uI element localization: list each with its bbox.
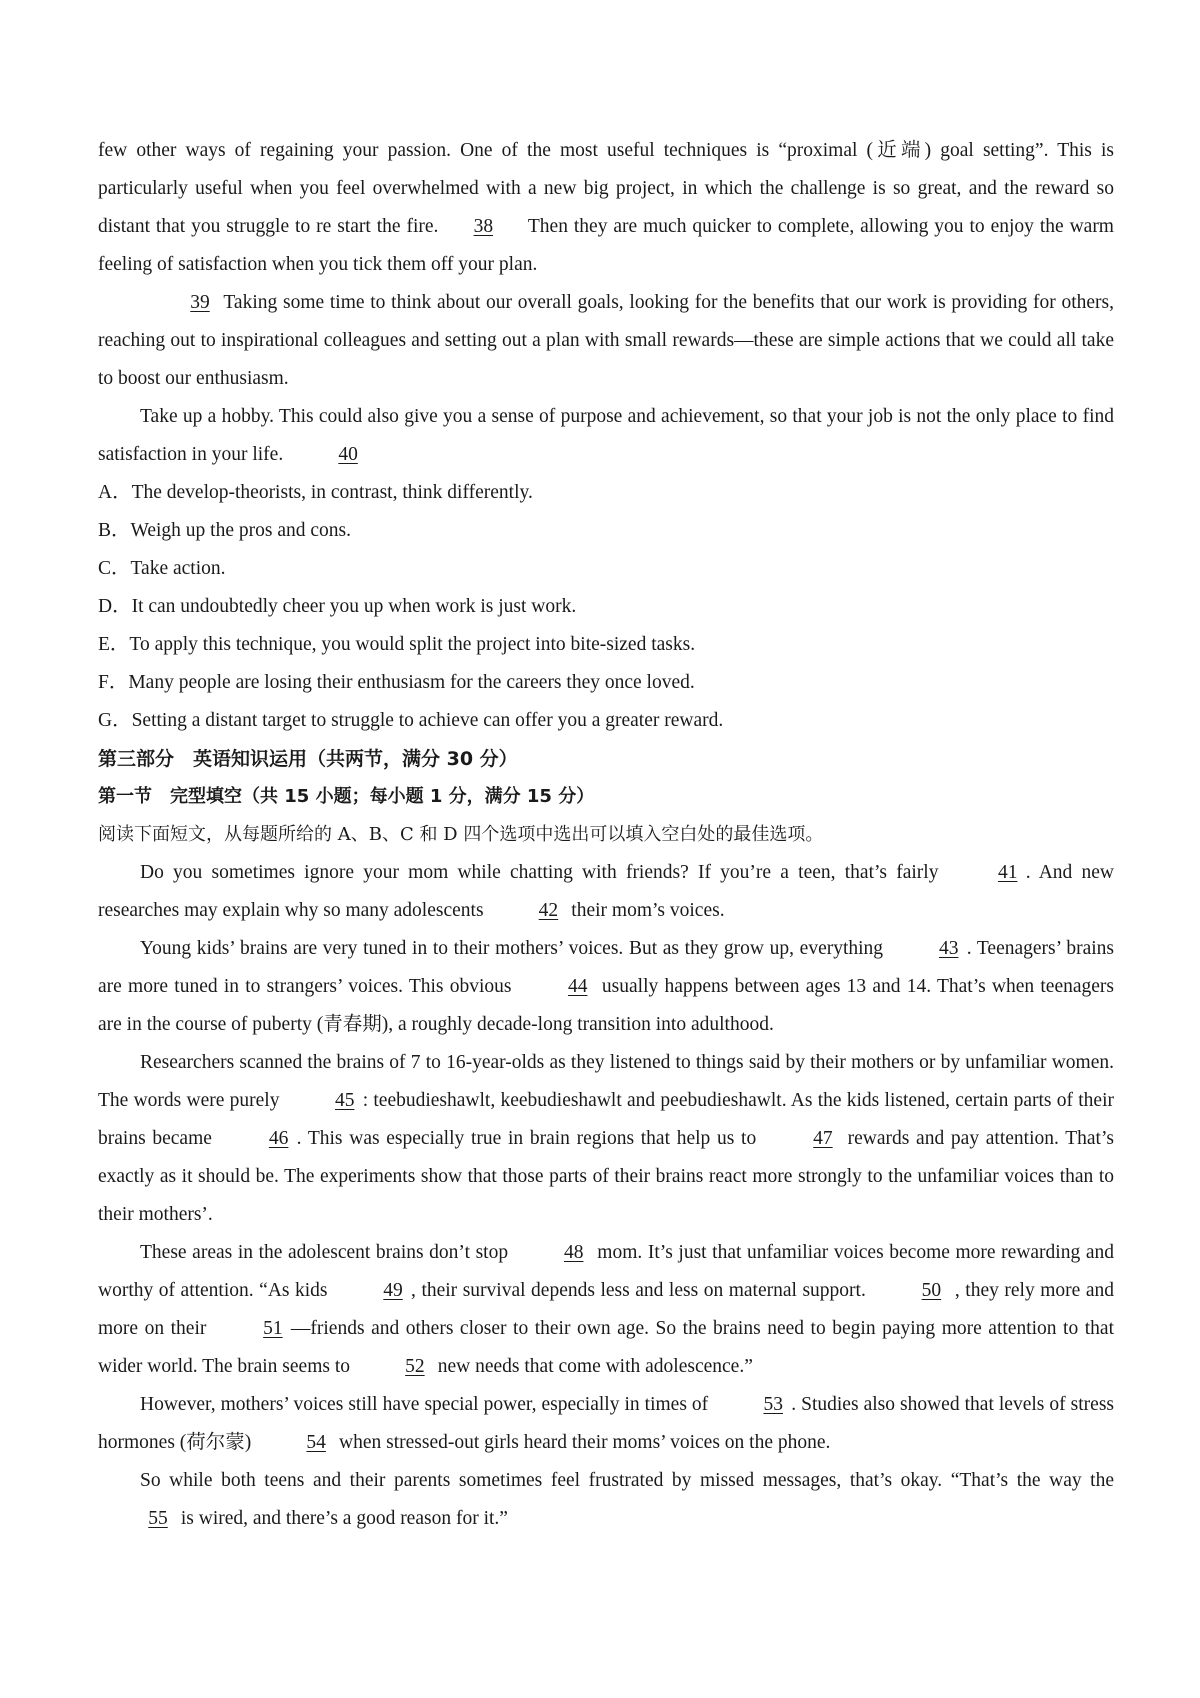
blank-52: 52 (405, 1356, 425, 1377)
text: Taking some time to think about our overall goals, looking for the benefits that our work is providing for others, reaching out to inspirational colleagues and setting out a plan with small rewards—these are simple actions that we could all take to boost our enthusiasm. (98, 292, 1114, 389)
reading-paragraph (98, 132, 1114, 284)
option-c: C．Take action. (98, 558, 226, 579)
blank-49: 49 (383, 1280, 403, 1301)
cloze-paragraph (98, 854, 1114, 930)
blank-46: 46 (268, 1128, 289, 1149)
option-d: D．It can undoubtedly cheer you up when work is just work. (98, 596, 577, 617)
text: So while both teens and their parents sometimes feel frustrated by missed messages, that’s okay. “That’s the way the (140, 1470, 1114, 1491)
part-three-title: 第三部分 英语知识运用（共两节，满分 30 分） (98, 748, 518, 770)
blank-38: 38 (473, 216, 494, 237)
blank-54: 54 (306, 1432, 326, 1453)
text: . Studies also showed that levels of stress hormones (荷尔蒙) (98, 1394, 1115, 1453)
text: mom. It’s just that unfamiliar voices become more rewarding and worthy of attention. “As kids (98, 1242, 1114, 1301)
blank-39: 39 (190, 292, 210, 313)
option-a: A．The develop-theorists, in contrast, think differently. (98, 482, 533, 503)
text: new needs that come with adolescence.” (432, 1356, 753, 1377)
text: —friends and others closer to their own age. So the brains need to begin paying more attention to that wider world. The brain seems to (98, 1318, 1114, 1377)
option-f: F．Many people are losing their enthusiasm for the careers they once loved. (98, 672, 695, 693)
text: few other ways of regaining your passion. One of the most useful techniques is “proximal (近端) goal setting”. This is particularly useful when you feel overwhelmed with a new big project, in which the challenge is so great, and the reward so distant that you struggle to re start the fire. (98, 140, 1114, 237)
cloze-paragraph (98, 1234, 1114, 1386)
text: However, mothers’ voices still have special power, especially in times of (140, 1394, 714, 1415)
text: rewards and pay attention. That’s exactly as it should be. The experiments show that those parts of their brains react more strongly to the unfamiliar voices than to their mothers’. (98, 1128, 1114, 1225)
text: Researchers scanned the brains of 7 to 16-year-olds as they listened to things said by their mothers or by unfamiliar women. The words were purely (98, 1052, 1114, 1111)
blank-51: 51 (263, 1318, 283, 1339)
text: These areas in the adolescent brains don’t stop (140, 1242, 514, 1263)
text: . Teenagers’ brains are more tuned in to strangers’ voices. This obvious (98, 938, 1114, 997)
text: usually happens between ages 13 and 14. That’s when teenagers are in the course of puberty (青春期), a roughly decade-long transition into adulthood. (98, 976, 1114, 1035)
text: . And new researches may explain why so many adolescents (98, 862, 1115, 921)
blank-47: 47 (813, 1128, 833, 1149)
blank-44: 44 (567, 976, 588, 997)
document-page (98, 132, 1114, 1538)
blank-40: 40 (338, 444, 358, 465)
section-one-title: 第一节 完型填空（共 15 小题；每小题 1 分，满分 15 分） (98, 786, 595, 807)
option-b: B．Weigh up the pros and cons. (98, 520, 351, 541)
blank-42: 42 (538, 900, 559, 921)
text: Then they are much quicker to complete, allowing you to enjoy the warm feeling of satisfaction when you tick them off your plan. (98, 216, 1114, 275)
cloze-paragraph (98, 1462, 1114, 1538)
text: . This was especially true in brain regions that help us to (296, 1128, 763, 1149)
blank-48: 48 (563, 1242, 584, 1263)
text: is wired, and there’s a good reason for it.” (176, 1508, 508, 1529)
text: , they rely more and more on their (98, 1280, 1114, 1339)
option-e: E．To apply this technique, you would split the project into bite-sized tasks. (98, 634, 696, 655)
text: their mom’s voices. (566, 900, 725, 921)
blank-50: 50 (921, 1280, 942, 1301)
blank-45: 45 (334, 1090, 355, 1111)
text: Do you sometimes ignore your mom while chatting with friends? If you’re a teen, that’s fairly (140, 862, 948, 883)
option-g: G．Setting a distant target to struggle to achieve can offer you a greater reward. (98, 710, 724, 731)
text: Young kids’ brains are very tuned in to their mothers’ voices. But as they grow up, everything (140, 938, 889, 959)
text: , their survival depends less and less on maternal support. (411, 1280, 872, 1301)
cloze-paragraph (98, 930, 1114, 1044)
reading-paragraph (98, 284, 1114, 398)
text: when stressed-out girls heard their moms’ voices on the phone. (334, 1432, 831, 1453)
text: Take up a hobby. This could also give you a sense of purpose and achievement, so that your job is not the only place to find satisfaction in your life. (98, 406, 1114, 465)
instructions: 阅读下面短文，从每题所给的 A、B、C 和 D 四个选项中选出可以填入空白处的最佳选项。 (98, 824, 824, 845)
blank-53: 53 (763, 1394, 783, 1415)
blank-43: 43 (938, 938, 959, 959)
cloze-paragraph (98, 1044, 1114, 1234)
blank-41: 41 (997, 862, 1018, 883)
blank-55: 55 (148, 1508, 168, 1529)
text: : teebudieshawlt, keebudieshawlt and peebudieshawlt. As the kids listened, certain parts of their brains became (98, 1090, 1114, 1149)
cloze-paragraph (98, 1386, 1114, 1462)
reading-paragraph (98, 398, 1114, 474)
